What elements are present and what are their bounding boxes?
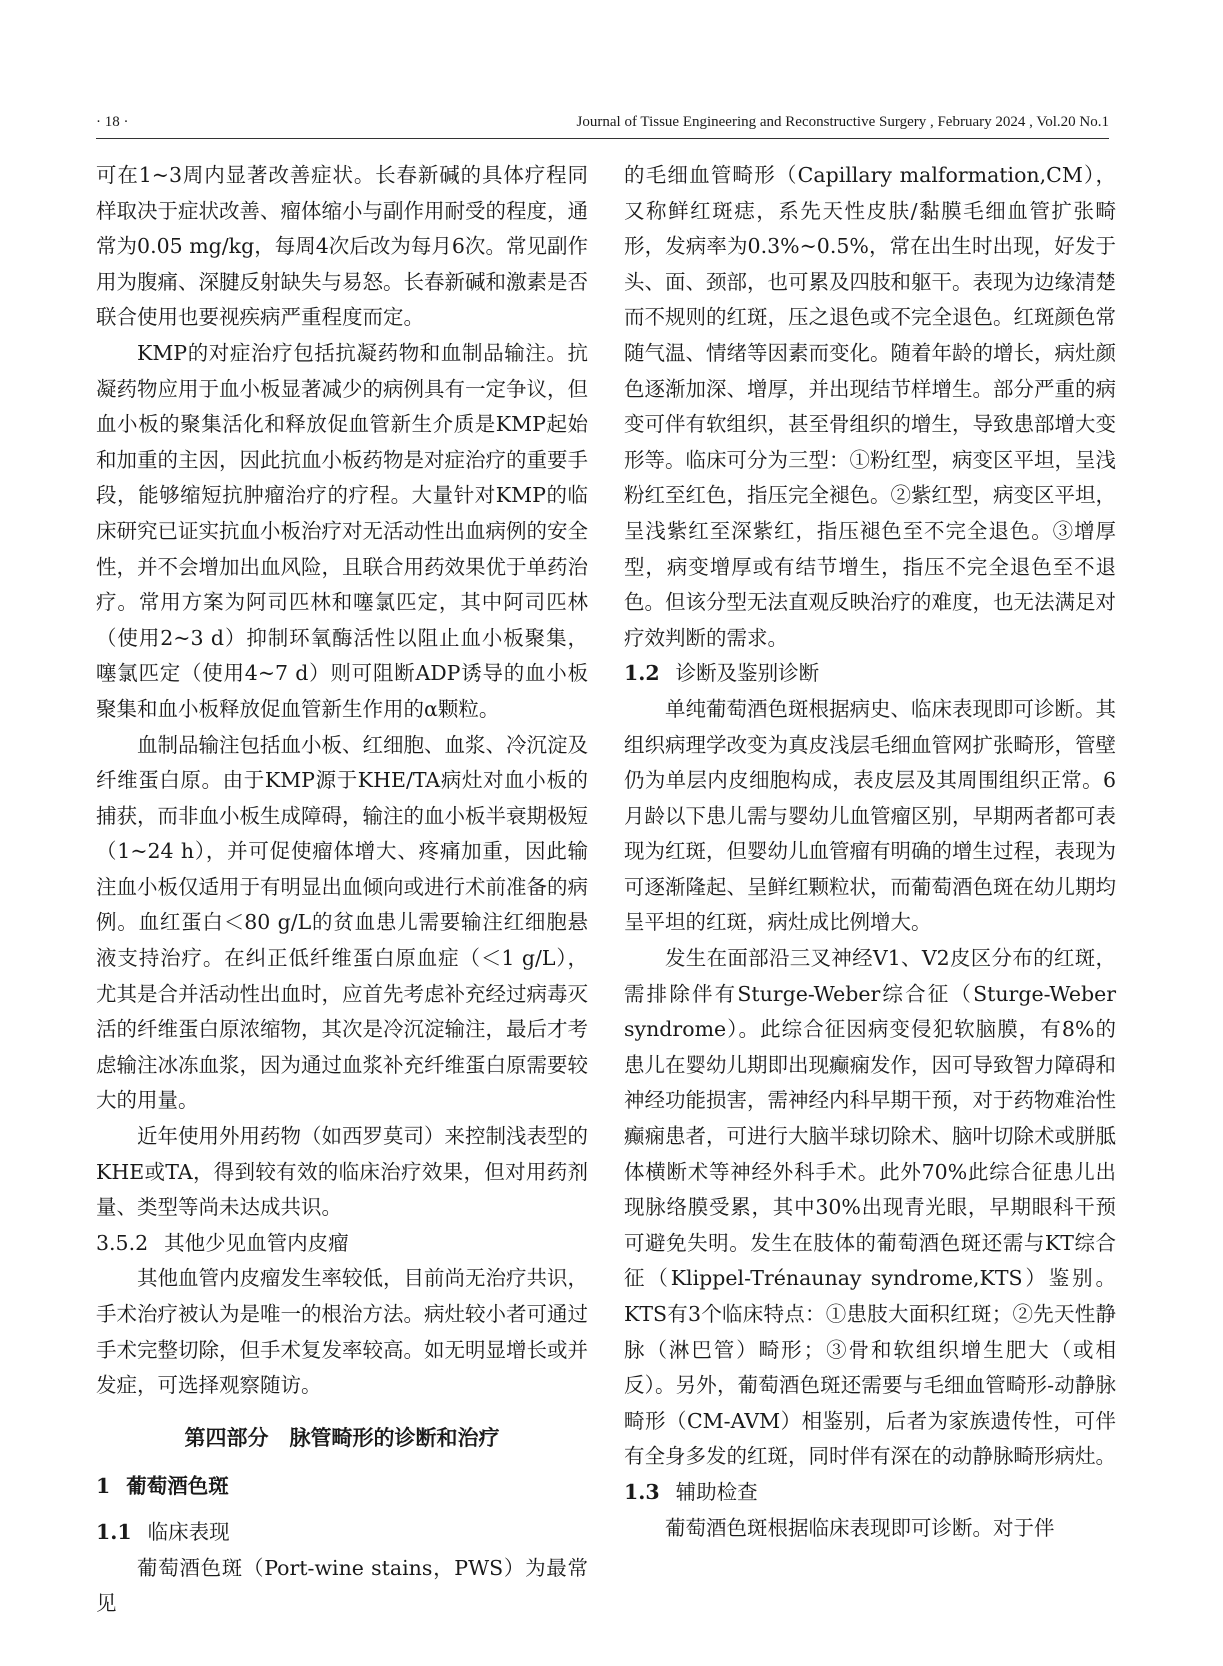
paragraph: 发生在面部沿三叉神经V1、V2皮区分布的红斑，需排除伴有Sturge-Weber综合征（Sturge-Weber syndrome）。此综合征因病变侵犯软脑膜，有8%的患儿在婴幼儿期即出现癫痫发作，因可导致智力障碍和神经功能损害，需神经内科早期干预，对于药物难治性癫痫患者，可进行大脑半球切除术、脑叶切除术或胼胝体横断术等神经外科手术。此外70%此综合征患儿出现脉络膜受累，其中30%出现青光眼，早期眼科干预可避免失明。发生在肢体的葡萄酒色斑还需与KT综合征（Klippel-Trénaunay syndrome,KTS）鉴别。KTS有3个临床特点：①患肢大面积红斑；②先天性静脉（淋巴管）畸形；③骨和软组织增生肥大（或相反）。另外，葡萄酒色斑还需要与毛细血管畸形-动静脉畸形（CM-AVM）相鉴别，后者为家族遗传性，可伴有全身多发的红斑，同时伴有深在的动静脉畸形病灶。: [624, 946, 1116, 1469]
section-heading-1-2: [624, 656, 1116, 692]
section-heading-3-5-2: [96, 1226, 588, 1262]
paragraph: 血制品输注包括血小板、红细胞、血浆、冷沉淀及纤维蛋白原。由于KMP源于KHE/TA病灶对血小板的捕获，而非血小板生成障碍，输注的血小板半衰期极短（1~24 h），并可促使瘤体增大、疼痛加重，因此输注血小板仅适用于有明显出血倾向或进行术前准备的病例。血红蛋白＜80 g/L的贫血患儿需要输注红细胞悬液支持治疗。在纠正低纤维蛋白原血症（＜1 g/L），尤其是合并活动性出血时，应首先考虑补充经过病毒灭活的纤维蛋白原浓缩物，其次是冷沉淀输注，最后才考虑输注冰冻血浆，因为通过血浆补充纤维蛋白原需要较大的用量。: [96, 732, 588, 1113]
section-number: 1.1: [96, 1519, 132, 1544]
page-number: · 18 ·: [96, 114, 129, 130]
paragraph: 葡萄酒色斑（Port-wine stains，PWS）为最常见: [96, 1555, 588, 1616]
section-title: 辅助检查: [675, 1479, 758, 1504]
section-number: 1.2: [624, 661, 660, 686]
section-number: 3.5.2: [96, 1230, 149, 1255]
section-heading-1: [96, 1469, 588, 1505]
paragraph: 葡萄酒色斑根据临床表现即可诊断。对于伴: [665, 1515, 1055, 1540]
section-title: 诊断及鉴别诊断: [675, 661, 820, 686]
left-column: [96, 158, 588, 1622]
paragraph: 单纯葡萄酒色斑根据病史、临床表现即可诊断。其组织病理学改变为真皮浅层毛细血管网扩张畸形，管壁仍为单层内皮细胞构成，表皮层及其周围组织正常。6月龄以下患儿需与婴幼儿血管瘤区别，早期两者都可表现为红斑，但婴幼儿血管瘤有明确的增生过程，表现为可逐渐隆起、呈鲜红颗粒状，而葡萄酒色斑在幼儿期均呈平坦的红斑，病灶成比例增大。: [624, 696, 1116, 935]
paragraph: 近年使用外用药物（如西罗莫司）来控制浅表型的KHE或TA，得到较有效的临床治疗效果，但对用药剂量、类型等尚未达成共识。: [96, 1124, 588, 1220]
section-title: 葡萄酒色斑: [126, 1474, 229, 1499]
paragraph: 的毛细血管畸形（Capillary malformation,CM），又称鲜红斑痣，系先天性皮肤/黏膜毛细血管扩张畸形，发病率为0.3%~0.5%，常在出生时出现，好发于头、面、颈部，也可累及四肢和躯干。表现为边缘清楚而不规则的红斑，压之退色或不完全退色。红斑颜色常随气温、情绪等因素而变化。随着年龄的增长，病灶颜色逐渐加深、增厚，并出现结节样增生。部分严重的病变可伴有软组织，甚至骨组织的增生，导致患部增大变形等。临床可分为三型：①粉红型，病变区平坦，呈浅粉红至红色，指压完全褪色。②紫红型，病变区平坦，呈浅紫红至深紫红，指压褪色至不完全退色。③增厚型，病变增厚或有结节增生，指压不完全退色至不退色。但该分型无法直观反映治疗的难度，也无法满足对疗效判断的需求。: [624, 163, 1116, 650]
right-column: [624, 158, 1116, 1546]
part-title: 第四部分 脉管畸形的诊断和治疗: [184, 1424, 500, 1450]
section-title: 其他少见血管内皮瘤: [164, 1230, 349, 1255]
section-number: 1: [96, 1474, 111, 1499]
journal-citation: Journal of Tissue Engineering and Reconstructive Surgery , February 2024 , Vol.20 No.1: [576, 114, 1109, 130]
section-number: 1.3: [624, 1479, 660, 1504]
paragraph: 可在1~3周内显著改善症状。长春新碱的具体疗程同样取决于症状改善、瘤体缩小与副作用耐受的程度，通常为0.05 mg/kg，每周4次后改为每月6次。常见副作用为腹痛、深腱反射缺失与易怒。长春新碱和激素是否联合使用也要视疾病严重程度而定。: [96, 163, 588, 330]
paragraph: KMP的对症治疗包括抗凝药物和血制品输注。抗凝药物应用于血小板显著减少的病例具有一定争议，但血小板的聚集活化和释放促血管新生介质是KMP起始和加重的主因，因此抗血小板药物是对症治疗的重要手段，能够缩短抗肿瘤治疗的疗程。大量针对KMP的临床研究已证实抗血小板治疗对无活动性出血病例的安全性，并不会增加出血风险，且联合用药效果优于单药治疗。常用方案为阿司匹林和噻氯匹定，其中阿司匹林（使用2~3 d）抑制环氧酶活性以阻止血小板聚集，噻氯匹定（使用4~7 d）则可阻断ADP诱导的血小板聚集和血小板释放促血管新生作用的α颗粒。: [96, 340, 588, 721]
section-heading-1-1: [96, 1515, 588, 1551]
section-heading-1-3: [624, 1475, 1116, 1511]
paragraph: 其他血管内皮瘤发生率较低，目前尚无治疗共识，手术治疗被认为是唯一的根治方法。病灶较小者可通过手术完整切除，但手术复发率较高。如无明显增长或并发症，可选择观察随访。: [96, 1266, 588, 1398]
section-title: 临床表现: [147, 1519, 230, 1544]
running-header: [96, 112, 1109, 139]
